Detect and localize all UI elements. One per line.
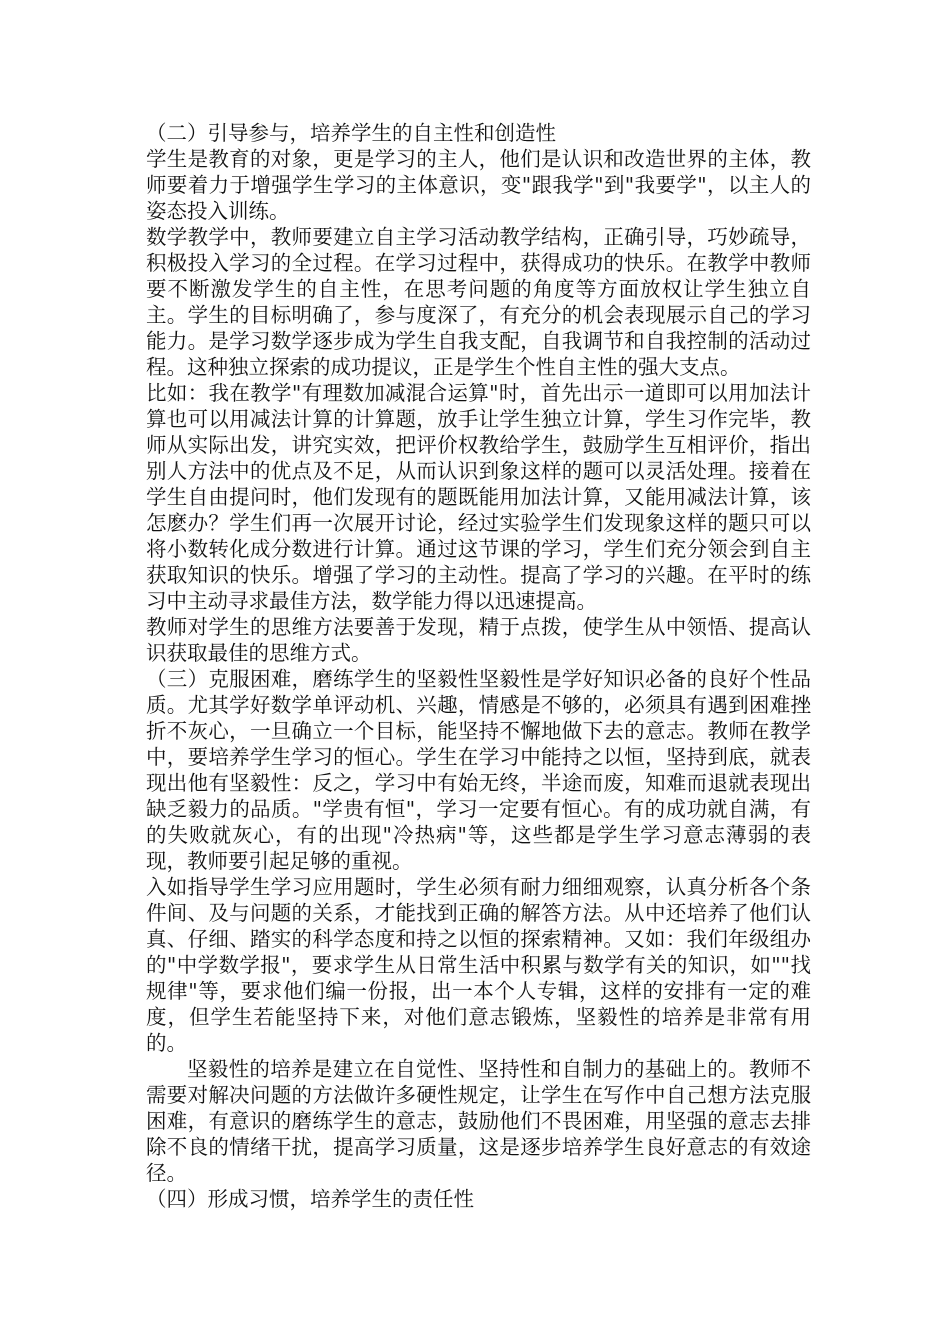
section-heading-3: （三）克服困难，磨练学生的坚毅性坚毅性是学好知识必备的良好个性品质。尤其学好数学单评动机、兴趣，情感是不够的，必须具有遇到困难挫折不灰心，一旦确立一个目标，能坚持不懈地做下去的意志。教师在教学中，要培养学生学习的恒心。学生在学习中能持之以恒，坚持到底，就表现出他有坚毅性：反之，学习中有始无终，半途而废，知难而退就表现出缺乏毅力的品质。"学贵有恒"，学习一定要有恒心。有的成功就自满，有的失败就灰心，有的出现"冷热病"等，这些都是学生学习意志薄弱的表现，教师要引起足够的重视。	[146, 667, 811, 873]
paragraph-word-problems: 入如指导学生学习应用题时，学生必须有耐力细细观察，认真分析各个条件间、及与问题的关系，才能找到正确的解答方法。从中还培养了他们认真、仔细、踏实的科学态度和持之以恒的探索精神。又如：我们年级组办的"中学数学报"，要求学生从日常生活中积累与数学有关的知识，如""找规律"等，要求他们编一份报，出一本个人专辑，这样的安排有一定的难度，但学生若能坚持下来，对他们意志锻炼，坚毅性的培养是非常有用的。	[146, 875, 811, 1055]
paragraph-student-subject: 学生是教育的对象，更是学习的主人，他们是认识和改造世界的主体，教师要着力于增强学生学习的主体意识，变"跟我学"到"我要学"，以主人的姿态投入训练。	[146, 147, 811, 223]
section-heading-2: （二）引导参与，培养学生的自主性和创造性	[146, 121, 556, 145]
document-body	[146, 120, 811, 1212]
section-heading-4: （四）形成习惯，培养学生的责任性	[146, 1187, 474, 1211]
paragraph-example: 比如：我在教学"有理数加减混合运算"时，首先出示一道即可以用加法计算也可以用减法计算的计算题，放手让学生独立计算，学生习作完毕，教师从实际出发，讲究实效，把评价权教给学生，鼓励学生互相评价，指出别人方法中的优点及不足，从而认识到象这样的题可以灵活处理。接着在学生自由提问时，他们发现有的题既能用加法计算，又能用减法计算，该怎麽办？学生们再一次展开讨论，经过实验学生们发现象这样的题只可以将小数转化成分数进行计算。通过这节课的学习，学生们充分领会到自主获取知识的快乐。增强了学习的主动性。提高了学习的兴趣。在平时的练习中主动寻求最佳方法，数学能力得以迅速提高。	[146, 381, 811, 613]
paragraph-perseverance: 坚毅性的培养是建立在自觉性、坚持性和自制力的基础上的。教师不需要对解决问题的方法做许多硬性规定，让学生在写作中自己想方法克服困难，有意识的磨练学生的意志，鼓励他们不畏困难，用坚强的意志去排除不良的情绪干扰，提高学习质量，这是逐步培养学生良好意志的有效途径。	[146, 1057, 811, 1185]
paragraph-math-teaching: 数学教学中，教师要建立自主学习活动教学结构，正确引导，巧妙疏导，积极投入学习的全过程。在学习过程中，获得成功的快乐。在教学中教师要不断激发学生的自主性，在思考问题的角度等方面放权让学生独立自主。学生的目标明确了，参与度深了，有充分的机会表现展示自己的学习能力。是学习数学逐步成为学生自我支配，自我调节和自我控制的活动过程。这种独立探索的成功提议，正是学生个性自主性的强大支点。	[146, 225, 811, 379]
paragraph-thinking-method: 教师对学生的思维方法要善于发现，精于点拨，使学生从中领悟、提高认识获取最佳的思维方式。	[146, 615, 811, 665]
